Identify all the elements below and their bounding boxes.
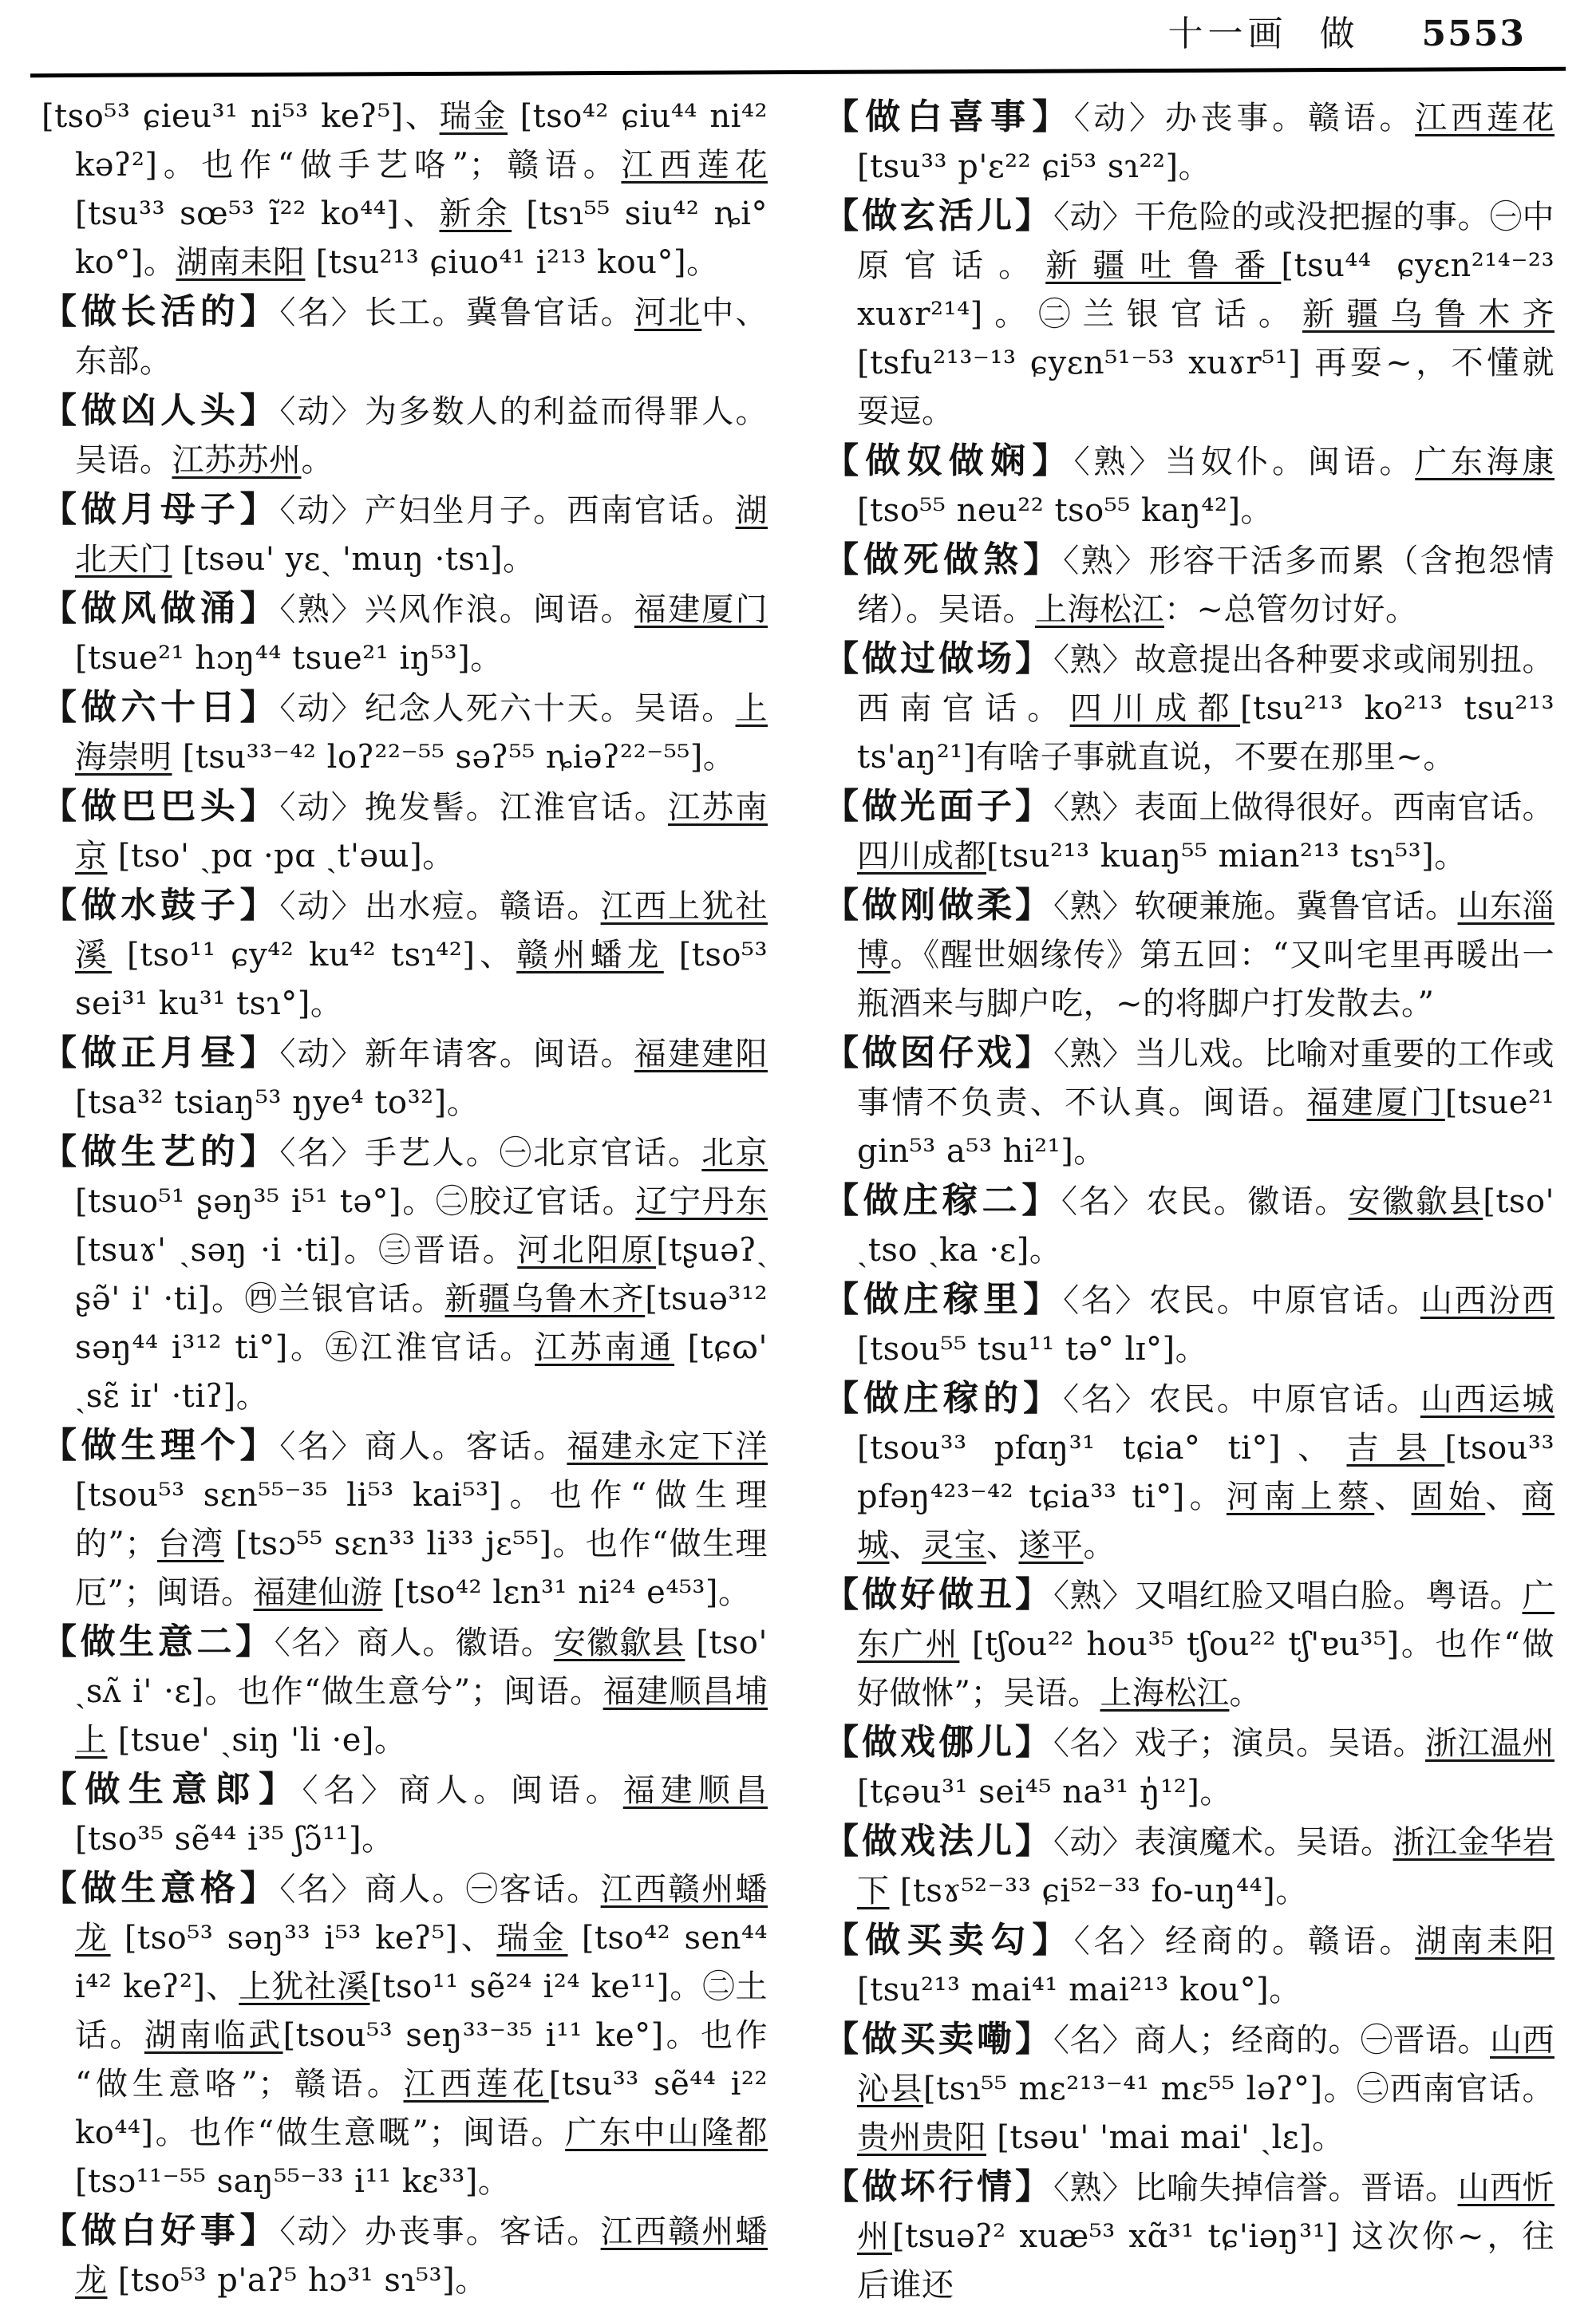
place-name: 山西忻州	[857, 2170, 1555, 2255]
entry-body: 〈名〉戏子；演员。吴语。浙江温州 [tɕəu³¹ sei⁴⁵ na³¹ ŋ̍¹²]。	[857, 1725, 1555, 1810]
place-name: 遂平	[1018, 1527, 1084, 1564]
dictionary-entry	[41, 1421, 768, 1617]
entry-body: 〈动〉出水痘。赣语。江西上犹社溪 [tso¹¹ ɕy⁴² ku⁴² tsɿ⁴²]、赣州蟠龙 [tso⁵³ sei³¹ ku³¹ tsɿ°]。	[75, 888, 768, 1022]
entry-headword: 【做正月昼】	[41, 1033, 280, 1073]
entry-headword: 【做庄稼里】	[824, 1279, 1064, 1320]
place-name: 江苏南通	[535, 1329, 675, 1366]
entry-body: 〈熟〉又唱红脸又唱白脸。粤语。广东广州 [tʃou²² hou³⁵ tʃou²² tʃ'ɐu³⁵]。也作“做好做恘”；吴语。上海松江。	[857, 1578, 1555, 1712]
dictionary-entry	[824, 1718, 1555, 1817]
entry-body: 〈动〉产妇坐月子。西南官话。湖北天门 [tsəu' yεˎ 'muŋ ·tsɿ]。	[75, 492, 768, 578]
entry-headword: 【做水鼓子】	[41, 885, 280, 926]
entry-headword: 【做买卖嘞】	[824, 2019, 1053, 2059]
entry-body: 〈动〉办丧事。赣语。江西莲花 [tsu³³ p'ε²² ɕi⁵³ sɿ²²]。	[857, 100, 1555, 185]
entry-body: 〈熟〉形容干活多而累（含抱怨情绪）。吴语。上海松江：~总管勿讨好。	[857, 543, 1555, 628]
dictionary-entry	[41, 287, 768, 386]
place-name: 福建仙游	[253, 1574, 383, 1611]
entry-headword: 【做过做场】	[824, 638, 1053, 679]
entry-body: 〈名〉商人。㊀客话。江西赣州蟠龙 [tso⁵³ səŋ³³ i⁵³ keʔ⁵]、瑞金 [tso⁴² sen⁴⁴ i⁴² keʔ²]、上犹社溪[tso¹¹ sẽ²⁴ i²⁴ ke¹¹]。㊁土话。湖南临武[tsou⁵³ seŋ³³⁻³⁵ i¹¹ ke°]。也作“做生意咯”；赣语。江西莲花[tsu³³ sẽ⁴⁴ i²² ko⁴⁴]。也作“做生意嘅”；闽语。广东中山隆都[tsɔ¹¹⁻⁵⁵ saŋ⁵⁵⁻³³ i¹¹ kε³³]。	[75, 1871, 768, 2200]
place-name: 四川成都	[1069, 690, 1240, 727]
dictionary-entry	[824, 2015, 1555, 2162]
entry-body: 〈熟〉比喻失掉信誉。晋语。山西忻州[tsuəʔ² xuæ⁵³ xɑ̃³¹ tɕ'iəŋ³¹] 这次你~，往后谁还	[857, 2170, 1555, 2304]
dictionary-entry	[41, 1617, 768, 1765]
place-name: 安徽歙县	[553, 1625, 685, 1661]
place-name: 上海松江	[1100, 1675, 1230, 1712]
place-name: 山西汾西	[1420, 1282, 1555, 1319]
dictionary-entry	[41, 881, 768, 1029]
dictionary-entry	[824, 634, 1555, 782]
entry-body: 〈动〉新年请客。闽语。福建建阳 [tsa³² tsiaŋ⁵³ ŋye⁴ to³²]。	[75, 1036, 768, 1121]
header-radical-word: 做	[1319, 14, 1360, 54]
entry-body: 〈名〉商人。徽语。安徽歙县 [tso' ˎsʌ̃ i' ·ε]。也作“做生意兮”；闽语。福建顺昌埔上 [tsue' ˎsiŋ 'li ·e]。	[75, 1625, 768, 1759]
entry-headword: 【做月母子】	[41, 489, 280, 530]
dictionary-entry	[824, 881, 1555, 1029]
place-name: 浙江金华岩下	[857, 1824, 1555, 1909]
entry-headword: 【做生意郎】	[41, 1769, 302, 1810]
dictionary-entry	[41, 584, 768, 683]
dictionary-entry	[41, 2206, 768, 2305]
entry-headword: 【做囡仔戏】	[824, 1033, 1053, 1073]
entry-headword: 【做庄稼的】	[824, 1378, 1064, 1419]
entry-body: 〈名〉农民。中原官话。山西运城 [tsou³³ pfɑŋ³¹ tɕia° ti°]、吉县[tsou³³ pfəŋ⁴²³⁻⁴² tɕia³³ ti°]。河南上蔡、固始、商城、灵宝、遂平。	[857, 1381, 1555, 1564]
place-name: 安徽歙县	[1348, 1183, 1483, 1220]
entry-headword: 【做死做煞】	[824, 539, 1064, 580]
place-name: 赣州蟠龙	[516, 937, 664, 973]
place-name: 灵宝	[922, 1527, 986, 1564]
entry-headword: 【做玄活儿】	[824, 195, 1053, 236]
place-name: 上海崇明	[75, 690, 768, 776]
entry-body: 〈动〉纪念人死六十天。吴语。上海崇明 [tsu³³⁻⁴² loʔ²²⁻⁵⁵ səʔ⁵⁵ ȵiəʔ²²⁻⁵⁵]。	[75, 690, 768, 776]
entry-headword: 【做生意二】	[41, 1621, 275, 1662]
place-name: 广东广州	[857, 1578, 1555, 1663]
entry-headword: 【做凶人头】	[41, 390, 280, 431]
entry-headword: 【做风做涌】	[41, 588, 280, 629]
place-name: 商城	[857, 1479, 1555, 1564]
place-name: 山东淄博	[857, 888, 1555, 973]
entry-headword: 【做光面子】	[824, 786, 1053, 827]
dictionary-entry	[41, 1864, 768, 2206]
entry-headword: 【做白喜事】	[824, 97, 1074, 137]
entry-body: 〈动〉挽发髻。江淮官话。江苏南京 [tso' ˎpɑ ·pɑ ˎt'əɯ]。	[75, 789, 768, 875]
place-name: 江苏苏州	[172, 442, 302, 479]
dictionary-entry	[824, 436, 1555, 535]
entry-headword: 【做白好事】	[41, 2210, 280, 2251]
dictionary-entry	[41, 485, 768, 584]
place-name: 瑞金	[439, 98, 508, 135]
entry-body: 〈名〉商人。闽语。福建顺昌 [tso³⁵ sẽ⁴⁴ i³⁵ ʃɔ̃¹¹]。	[75, 1772, 768, 1858]
place-name: 湖南耒阳	[176, 244, 306, 281]
place-name: 新疆吐鲁番	[1045, 247, 1282, 284]
place-name: 河南上蔡	[1226, 1479, 1375, 1515]
entry-body: 〈名〉长工。冀鲁官话。河北中、东部。	[75, 294, 768, 380]
entry-body: 〈动〉为多数人的利益而得罪人。吴语。江苏苏州。	[75, 393, 768, 479]
place-name: 福建永定下洋	[567, 1428, 768, 1465]
place-name: 新疆乌鲁木齐	[444, 1281, 646, 1317]
place-name: 上海松江	[1035, 591, 1164, 628]
entry-headword: 【做买卖勾】	[824, 1920, 1074, 1961]
dictionary-entry	[824, 192, 1555, 436]
entry-body: 〈名〉农民。徽语。安徽歙县[tso' ˎtso ˎka ·ε]。	[857, 1183, 1555, 1269]
dictionary-entry	[824, 535, 1555, 634]
place-name: 北京	[701, 1135, 768, 1171]
place-name: 河北	[634, 294, 702, 331]
place-name: 吉县	[1346, 1430, 1445, 1467]
dictionary-entry	[824, 93, 1555, 192]
entry-headword: 【做庄稼二】	[824, 1180, 1062, 1221]
dictionary-entry	[824, 782, 1555, 881]
dictionary-entry	[824, 1275, 1555, 1374]
entry-headword: 【做戏法儿】	[824, 1821, 1053, 1862]
header-rule	[30, 67, 1566, 77]
place-name: 福建厦门	[1306, 1084, 1445, 1121]
dictionary-entry	[41, 683, 768, 782]
entry-headword: 【做六十日】	[41, 687, 280, 728]
place-name: 浙江温州	[1425, 1725, 1555, 1762]
entry-headword: 【做生理个】	[41, 1425, 280, 1466]
entry-body: 〈熟〉表面上做得很好。西南官话。四川成都[tsu²¹³ kuaŋ⁵⁵ mian²¹³ tsɿ⁵³]。	[857, 789, 1555, 875]
entry-body: 〈动〉办丧事。客话。江西赣州蟠龙 [tso⁵³ p'aʔ⁵ hɔ³¹ sɿ⁵³]。	[75, 2213, 768, 2299]
entry-headword: 【做戏㑚儿】	[824, 1722, 1053, 1763]
entry-headword: 【做生艺的】	[41, 1131, 280, 1172]
dictionary-entry	[41, 386, 768, 485]
entry-body: 〈熟〉软硬兼施。冀鲁官话。山东淄博。《醒世姻缘传》第五回：“又叫宅里再暖出一瓶酒来与脚户吃，~的将脚户打发散去。”	[857, 888, 1555, 1022]
place-name: 广东海康	[1415, 444, 1555, 480]
place-name: 福建顺昌埔上	[75, 1673, 768, 1759]
entry-body: 〈熟〉故意提出各种要求或闹别扭。西南官话。四川成都[tsu²¹³ ko²¹³ tsu²¹³ ts'aŋ²¹]有啥子事就直说，不要在那里~。	[857, 642, 1555, 776]
place-name: 瑞金	[496, 1920, 568, 1957]
dictionary-entry	[824, 1817, 1555, 1916]
entry-headword: 【做长活的】	[41, 291, 280, 332]
place-name: 江西上犹社溪	[75, 888, 768, 973]
place-name: 湖北天门	[75, 492, 768, 578]
entry-headword: 【做刚做柔】	[824, 885, 1053, 926]
place-name: 江西莲花	[621, 147, 768, 184]
dictionary-entry	[41, 782, 768, 881]
place-name: 福建顺昌	[622, 1772, 768, 1809]
dictionary-entry	[41, 1029, 768, 1127]
place-name: 四川成都	[857, 838, 986, 875]
entry-body: 〈熟〉当儿戏。比喻对重要的工作或事情不负责、不认真。闽语。福建厦门[tsue²¹ gin⁵³ a⁵³ hi²¹]。	[857, 1036, 1555, 1170]
place-name: 河北阳原	[517, 1232, 657, 1269]
place-name: 江西赣州蟠龙	[75, 1871, 768, 1957]
entry-body: 〈动〉干危险的或没把握的事。㊀中原官话。新疆吐鲁番[tsu⁴⁴ ɕyεn²¹⁴⁻²³ xuɤr²¹⁴]。㊁兰银官话。新疆乌鲁木齐[tsfu²¹³⁻¹³ ɕyεn⁵¹⁻⁵³ xuɤr⁵¹] 再耍~，不懂就耍逗。	[857, 199, 1555, 430]
dictionary-entry	[824, 1176, 1555, 1275]
dictionary-entry	[824, 1916, 1555, 2015]
entry-headword: 【做好做丑】	[824, 1574, 1053, 1615]
place-name: 贵州贵阳	[857, 2119, 986, 2156]
entry-body: 〈动〉表演魔术。吴语。浙江金华岩下 [tsɤ⁵²⁻³³ ɕi⁵²⁻³³ fo-uŋ⁴⁴]。	[857, 1824, 1555, 1909]
entry-body: 〈名〉商人；经商的。㊀晋语。山西沁县[tsɿ⁵⁵ mε²¹³⁻⁴¹ mε⁵⁵ ləʔ°]。㊁西南官话。贵州贵阳 [tsəu' 'mai mai' ˎlε]。	[857, 2022, 1555, 2156]
place-name: 山西运城	[1420, 1381, 1555, 1418]
place-name: 江西莲花	[403, 2066, 549, 2103]
entry-headword: 【做奴做娴】	[824, 440, 1074, 481]
place-name: 江苏南京	[75, 789, 768, 875]
entry-body: 〈名〉农民。中原官话。山西汾西[tsou⁵⁵ tsu¹¹ tə° lɪ°]。	[857, 1282, 1555, 1368]
place-name: 江西莲花	[1415, 100, 1555, 136]
place-name: 新余	[439, 195, 512, 232]
page-header	[1168, 5, 1526, 56]
entry-body: 〈名〉手艺人。㊀北京官话。北京[tsuo⁵¹ ʂəŋ³⁵ i⁵¹ tə°]。㊁胶辽官话。辽宁丹东 [tsuɤ' ˎsəŋ ·i ·ti]。㊂晋语。河北阳原[tʂuəʔˎ ʂə̃' i' ·ti]。㊃兰银官话。新疆乌鲁木齐[tsuə³¹² səŋ⁴⁴ i³¹² ti°]。㊄江淮官话。江苏南通 [tɕɷ' ˎsɛ̃ iɪ' ·tiʔ]。	[75, 1135, 768, 1415]
place-name: 湖南耒阳	[1415, 1923, 1555, 1960]
place-name: 山西沁县	[857, 2022, 1555, 2107]
place-name: 台湾	[156, 1526, 224, 1562]
dictionary-entry	[824, 1570, 1555, 1718]
dictionary-entry	[824, 2162, 1555, 2310]
place-name: 固始	[1411, 1479, 1486, 1515]
entry-body: [tso⁵³ ɕieu³¹ ni⁵³ keʔ⁵]、瑞金 [tso⁴² ɕiu⁴⁴ ni⁴² kəʔ²]。也作“做手艺咯”；赣语。江西莲花 [tsu³³ sœ⁵³ ĩ²² ko⁴⁴]、新余 [tsɿ⁵⁵ siu⁴² ȵi° ko°]。湖南耒阳 [tsu²¹³ ɕiuo⁴¹ i²¹³ kou°]。	[41, 98, 768, 281]
place-name: 广东中山隆都	[565, 2115, 768, 2151]
entry-body: 〈名〉经商的。赣语。湖南耒阳 [tsu²¹³ mai⁴¹ mai²¹³ kou°]。	[857, 1923, 1555, 2008]
dictionary-entry	[824, 1374, 1555, 1570]
entry-body: 〈熟〉兴风作浪。闽语。福建厦门 [tsue²¹ hɔŋ⁴⁴ tsue²¹ iŋ⁵³]。	[75, 591, 768, 677]
entry-headword: 【做生意格】	[41, 1868, 280, 1909]
place-name: 江西赣州蟠龙	[75, 2213, 768, 2299]
entry-body: 〈名〉商人。客话。福建永定下洋[tsou⁵³ sεn⁵⁵⁻³⁵ li⁵³ kai⁵³]。也作“做生理的”；台湾 [tsɔ⁵⁵ sεn³³ li³³ jε⁵⁵]。也作“做生理厄”；闽语。福建仙游 [tso⁴² lεn³¹ ni²⁴ e⁴⁵³]。	[75, 1428, 768, 1611]
place-name: 福建建阳	[634, 1036, 768, 1072]
place-name: 新疆乌鲁木齐	[1302, 296, 1555, 333]
right-column	[824, 93, 1555, 2310]
entry-body: 〈熟〉当奴仆。闽语。广东海康[tso⁵⁵ neu²² tso⁵⁵ kaŋ⁴²]。	[857, 444, 1555, 529]
header-section-label: 十一画	[1167, 14, 1288, 54]
page-number: 5553	[1421, 14, 1526, 54]
place-name: 辽宁丹东	[635, 1183, 768, 1220]
dictionary-entry	[41, 93, 768, 287]
entry-headword: 【做巴巴头】	[41, 786, 280, 827]
left-column	[41, 93, 768, 2305]
place-name: 福建厦门	[634, 591, 768, 628]
dictionary-entry	[41, 1127, 768, 1421]
dictionary-entry	[824, 1029, 1555, 1176]
place-name: 湖南临武	[144, 2017, 283, 2054]
entry-headword: 【做坏行情】	[824, 2166, 1053, 2207]
place-name: 上犹社溪	[239, 1968, 370, 2005]
dictionary-entry	[41, 1765, 768, 1864]
